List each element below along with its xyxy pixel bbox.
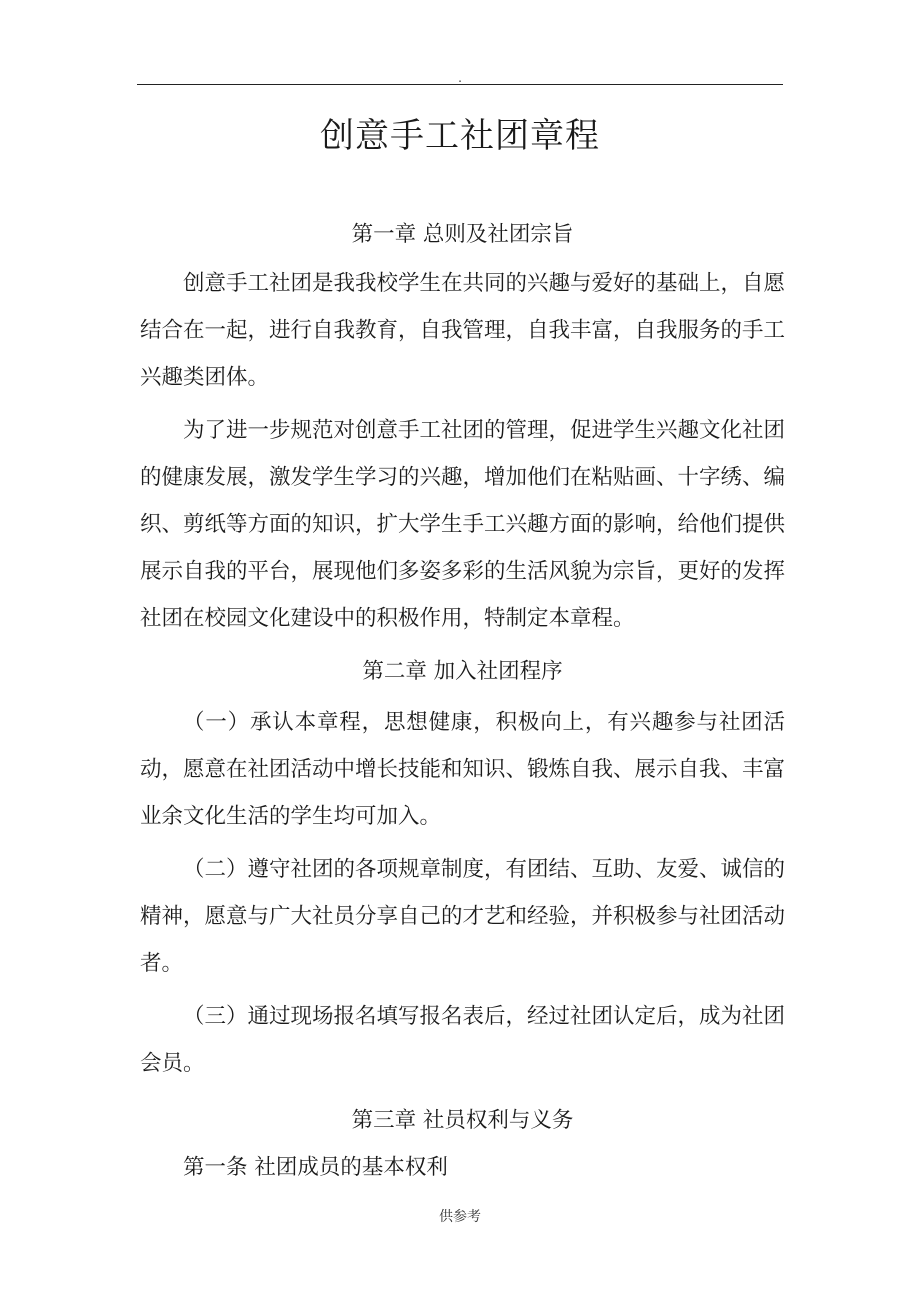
chapter-two-item-1: （一）承认本章程，思想健康，积极向上，有兴趣参与社团活动，愿意在社团活动中增长技能和知识、锻炼自我、展示自我、丰富业余文化生活的学生均可加入。 — [140, 710, 786, 829]
document-title: 创意手工社团章程 — [320, 116, 600, 156]
document-body — [140, 211, 785, 1191]
chapter-one-heading: 第一章 总则及社团宗旨 — [351, 222, 574, 247]
chapter-one-paragraph-2: 为了进一步规范对创意手工社团的管理，促进学生兴趣文化社团的健康发展，激发学生学习的兴趣，增加他们在粘贴画、十字绣、编织、剪纸等方面的知识，扩大学生手工兴趣方面的影响，给他们提供展示自我的平台，展现他们多姿多彩的生活风貌为宗旨，更好的发挥社团在校园文化建设中的积极作用，特制定本章程。 — [140, 418, 786, 631]
chapter-two-item-2: （二）遵守社团的各项规章制度，有团结、互助、友爱、诚信的精神，愿意与广大社员分享自己的才艺和经验，并积极参与社团活动者。 — [140, 857, 786, 976]
header-mark: . — [458, 71, 462, 85]
chapter-three-heading: 第三章 社员权利与义务 — [351, 1108, 574, 1133]
chapter-three-article-1: 第一条 社团成员的基本权利 — [183, 1155, 448, 1180]
header-rule — [137, 84, 783, 85]
chapter-two-item-3: （三）通过现场报名填写报名表后，经过社团认定后，成为社团会员。 — [140, 1004, 786, 1076]
chapter-one-paragraph-1: 创意手工社团是我我校学生在共同的兴趣与爱好的基础上，自愿结合在一起，进行自我教育，自我管理，自我丰富，自我服务的手工兴趣类团体。 — [140, 271, 786, 390]
chapter-two-heading: 第二章 加入社团程序 — [362, 659, 563, 684]
page-footer: 供参考 — [439, 1209, 481, 1225]
